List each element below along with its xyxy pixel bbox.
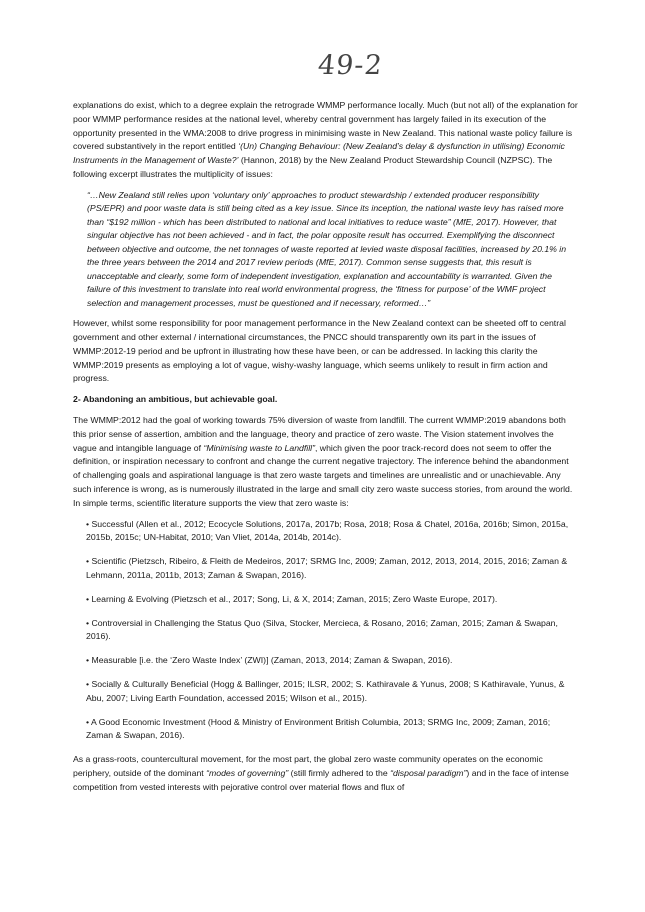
- paragraph-goal-text-a: The WMMP:2012 had the goal of working towards 75% diversion of waste from landfill. The current WMMP:2019 abandons both this prior sense of assertion, ambition and the language, theory and practice of zero waste. The Vision statement involves the vague and intangible language of: [73, 415, 566, 453]
- paragraph-grassroots-text-b: (still firmly adhered to the: [288, 768, 391, 778]
- paragraph-goal-text-b: , which given the poor track-record does not seem to offer the definition, or inspiration necessary to confront and change the current negative trajectory. The inference behind the abandonment of challenging goals and aspirational language is that zero waste targets and timelines are unrealistic and or unachievable. Any such inference is wrong, as is numerously illustrated in the large and small city zero waste success stories, from around the world. In simple terms, scientific literature supports the view that zero waste is:: [73, 442, 573, 508]
- list-item: • Measurable [i.e. the ‘Zero Waste Index’ (ZWI)] (Zaman, 2013, 2014; Zaman & Swapan, 2016).: [86, 655, 453, 666]
- block-quote: “…New Zealand still relies upon ‘voluntary only’ approaches to product stewardship / extended producer responsibility (PS/EPR) and poor waste data is still being cited as a key issue. Since its inception, the national waste levy has raised more than “$192 million - which has been distributed to national and local initiatives to reduce waste” (MfE, 2017). However, that singular objective has not been achieved - and in fact, the polar opposite result has occurred. Exemplifying the disconnect between objective and outcome, the net tonnages of waste reported at levied waste disposal facilities, increased by 20.1% in the three years between the 2014 and 2017 review periods (MfE, 2017). Common sense suggests that, this result is unacceptable and clearly, some form of independent investigation, explanation and accountability is warranted. Given the failure of this investment to translate into real world environmental progress, the ‘fitness for purpose’ of the WMF project selection and management processes, must be questioned and if necessary, reformed…”: [87, 189, 567, 308]
- document-body: [73, 99, 578, 802]
- report-title: ‘(Un) Changing Behaviour: (New Zealand’s delay & dysfunction in utilising) Economic Instruments in the Management of Waste?’: [73, 141, 565, 166]
- paradigm-phrase: “disposal paradigm”: [390, 768, 467, 778]
- paragraph-responsibility: However, whilst some responsibility for poor management performance in the New Zealand context can be sheeted off to central government and other external / international circumstances, the PNCC should transparently own its part in the issues of WMMP:2012-19 period and be upfront in illustrating how these have been, or can be addressed. In lacking this clarity the WMMP:2019 presents as employing a lot of vague, wishy-washy language, which seems unlikely to result in firm action and progress.: [73, 318, 566, 384]
- list-item: • Socially & Culturally Beneficial (Hogg & Ballinger, 2015; ILSR, 2002; S. Kathiravale & Yunus, 2008; S Kathiravale, Yunus, & Abu, 2007; Living Earth Foundation, accessed 2015; Wilson et al., 2015).: [86, 679, 565, 703]
- list-item: • Learning & Evolving (Pietzsch et al., 2017; Song, Li, & X, 2014; Zaman, 2015; Zero Waste Europe, 2017).: [86, 593, 498, 604]
- modes-phrase: “modes of governing”: [206, 768, 289, 778]
- paragraph-goal: [73, 414, 578, 511]
- paragraph-intro: [73, 99, 578, 182]
- list-item: • Scientific (Pietzsch, Ribeiro, & Fleith de Medeiros, 2017; SRMG Inc, 2009; Zaman, 2012, 2013, 2014, 2015, 2016; Zaman & Lehmann, 2011a, 2011b, 2013; Zaman & Swapan, 2016).: [86, 556, 568, 581]
- vision-statement: “Minimising waste to Landfill”: [203, 442, 315, 453]
- paragraph-intro-text-a: explanations do exist, which to a degree explain the retrograde WMMP performance locally. Much (but not all) of the explanation for poor WMMP performance resides at the national level, whereby central government has largely failed in its execution of the opportunity presented in the WMA:2008 to drive progress in minimising waste in New Zealand. This national waste policy failure is covered substantively in the report entitled: [73, 100, 578, 152]
- paragraph-grassroots-text-c: ) and in the face of intense competition from vested interests with pejorative control over material flows and flux of: [73, 768, 569, 792]
- paragraph-grassroots-text-a: As a grass-roots, countercultural movement, for the most part, the global zero waste community operates on the economic periphery, outside of the dominant: [73, 754, 543, 778]
- list-item: • A Good Economic Investment (Hood & Ministry of Environment British Columbia, 2013; SRMG Inc, 2009; Zaman, 2016; Zaman & Swapan, 2016).: [86, 716, 551, 741]
- list-item: • Controversial in Challenging the Status Quo (Silva, Stocker, Mercieca, & Rosano, 2016; Zaman, 2015; Zaman & Swapan, 2016).: [86, 617, 558, 642]
- list-item: • Successful (Allen et al., 2012; Ecocycle Solutions, 2017a, 2017b; Rosa, 2018; Rosa & Chatel, 2016a, 2016b; Simon, 2015a, 2015b, 2015c; UN-Habitat, 2010; Van Vliet, 2014a, 2014b, 2014c).: [86, 518, 569, 543]
- paragraph-grassroots: [73, 753, 578, 794]
- section-heading: 2- Abandoning an ambitious, but achievable goal.: [73, 394, 278, 405]
- paragraph-intro-text-b: (Hannon, 2018) by the New Zealand Product Stewardship Council (NZPSC). The following excerpt illustrates the multiplicity of issues:: [73, 155, 553, 179]
- zero-waste-list: [73, 518, 578, 744]
- handwritten-page-number: 49-2: [316, 50, 385, 81]
